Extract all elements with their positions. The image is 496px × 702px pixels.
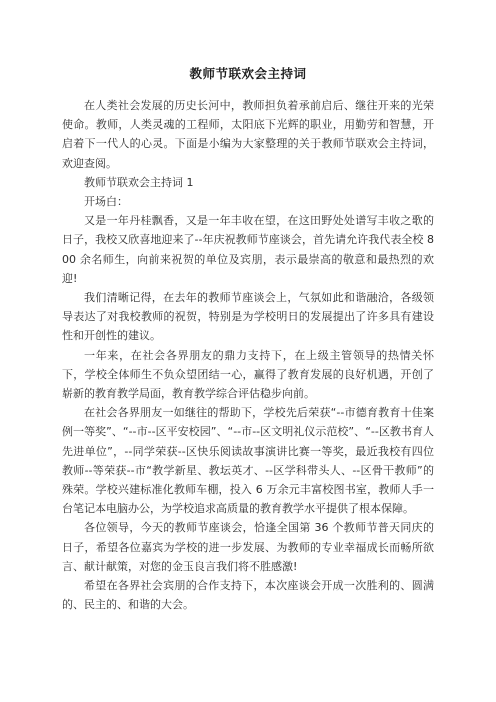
section-heading: 教师节联欢会主持词 1	[84, 175, 194, 189]
intro-paragraph: 在人类社会发展的历史长河中，教师担负着承前启后、继往开来的光荣使命。教师，人类灵魂的工程师，太阳底下光辉的职业，用勤劳和智慧，开启着下一代人的心灵。下面是小编为大家整理的关于教师节联欢会主持词，欢迎查阅。	[62, 99, 434, 170]
opening-label: 开场白：	[84, 195, 128, 209]
document-body	[62, 96, 434, 614]
body-paragraph: 在社会各界朋友一如继往的帮助下，学校先后荣获“--市德育教育十佳案例一等奖”、“--市--区平安校园”、“--市--区文明礼仪示范校”、“--区教书育人先进单位”，--同学荣获--区快乐阅读故事演讲比赛一等奖，最近我校有四位教师--等荣获--市“教学新星、教坛英才、--区学科带头人、--区骨干教师”的殊荣。学校兴建标准化教师车棚，投入 6 万余元丰富校图书室，教师人手一台笔记本电脑办公，为学校追求高质量的教育教学水平提供了根本保障。	[62, 406, 434, 516]
body-paragraph: 希望在各界社会宾朋的合作支持下，本次座谈会开成一次胜利的、圆满的、民主的、和谐的大会。	[62, 579, 434, 612]
body-paragraph: 我们清晰记得，在去年的教师节座谈会上，气氛如此和谐融洽，各级领导表达了对我校教师的祝贺，特别是为学校明日的发展提出了许多具有建设性和开创性的建议。	[62, 291, 434, 343]
document-title: 教师节联欢会主持词	[189, 66, 307, 81]
body-paragraph: 又是一年丹桂飘香，又是一年丰收在望，在这田野处处谱写丰收之歌的日子，我校又欣喜地迎来了--年庆祝教师节座谈会，首先请允许我代表全校 800 余名师生，向前来祝贺的单位及宾朋，表示最崇高的敬意和最热烈的欢迎!	[62, 214, 434, 285]
body-paragraph: 一年来，在社会各界朋友的鼎力支持下，在上级主管领导的热情关怀下，学校全体师生不负众望团结一心，赢得了教育发展的良好机遇，开创了崭新的教育教学局面，教育教学综合评估稳步向前。	[62, 348, 434, 401]
body-paragraph: 各位领导，今天的教师节座谈会，恰逢全国第 36 个教师节普天同庆的日子，希望各位嘉宾为学校的进一步发展、为教师的专业幸福成长而畅所欲言、献计献策，对您的金玉良言我们将不胜感激!	[62, 521, 434, 573]
